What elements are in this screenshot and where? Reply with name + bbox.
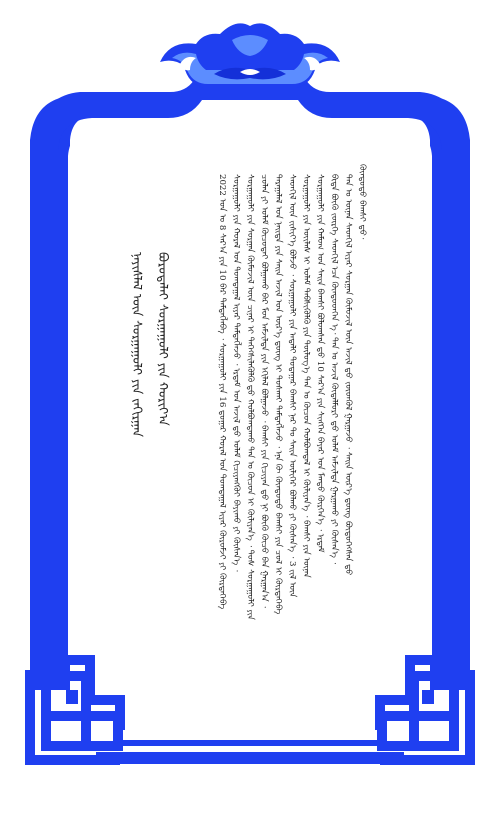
body-line-9: ᠰᠤᠷᠭᠠᠭᠤᠯᠢ ᠶᠢᠨ ᠬᠤᠷᠠᠯ ᠤᠨ ᠲᠣᠭᠲᠠᠭᠠᠯ ᠢᠶᠠᠷ ᠲᠡᠮᠳᠡᠭᠯᠡᠵᠦ ᠂ ᠡᠷᠳᠡᠮ ᠤᠨ ᠠᠵᠢᠯ ᠳ᠋ᠤ ᠤᠯᠠᠮ ᠬᠢᠴᠢᠶᠡᠩᠭᠦᠢ ᠪᠠᠶᠢᠬᠤ ᠶᠢ ᠬᠦᠰᠡᠨ᠎ᠡ ᠂: [231, 174, 241, 572]
body-line-4: ᠰᠤᠷᠭᠠᠭᠤᠯᠢ ᠶᠢᠨ ᠦᠢᠯᠡᠰ ᠢ ᠤᠯᠠᠮ ᠳᠡᠪᠰᠢᠭᠦᠯᠬᠦ ᠶᠢᠨ ᠲᠥᠯᠥᠭ᠎ᠡ ᠲᠠᠨ ᠤ ᠬᠦᠴᠦᠨ ᠬᠣᠯᠪᠣᠭᠳᠠᠯ ᠢ ᠬᠦᠯᠢᠶᠡᠨ᠎ᠡ ᠂ ᠪᠠᠭᠰᠢ ᠶᠢᠨ ᠦᠨᠡᠨ: [301, 174, 311, 578]
frame-bottom-inner: [120, 740, 380, 746]
body-line-7: ᠴᠣᠯᠠᠨ ᠶᠢ ᠤᠯᠠᠮ ᠬᠦᠴᠦᠲᠡᠢ ᠪᠣᠯᠭᠠᠬᠤ ᠪᠠᠷ ᠮᠣᠨ ᠠᠮᠵᠢᠯᠲᠠ ᠶᠢᠨ ᠡᠬᠢᠯᠡᠯ ᠪᠣᠯᠭᠠᠵᠤ ᠂ ᠪᠠᠭᠰᠢ ᠶᠢᠨ ᠬᠢᠴᠢᠶᠡᠨ ᠳ᠋ᠦ ᠨᠢ ᠪᠦᠬᠦ ᠬᠦᠴᠦ ᠪᠡᠨ ᠭᠠᠷᠭᠠᠨ᠎ᠠ ᠂: [259, 174, 269, 608]
frame-bottom-bar: [96, 752, 404, 764]
signature-line-2: ᠨᠡᠶᠢᠰᠯᠡᠯ ᠦᠨ ᠰᠤᠷᠭᠠᠭᠤᠯᠢ ᠶᠢᠨ ᠵᠠᠬᠢᠷᠭᠠᠨ: [130, 252, 145, 437]
knot-ornament-left: [30, 660, 120, 760]
body-line-5: ᠰᠡᠳᠬᠢᠯ ᠦᠨ ᠵᠢᠱᠢᠶ᠎ᠡ ᠪᠣᠯᠵᠤ ᠂ ᠰᠤᠷᠭᠠᠭᠤᠯᠢ ᠶᠢᠨ ᠠᠳᠠᠯᠢ ᠳᠤᠲᠠᠭᠠᠷ ᠪᠠᠭᠰᠢ ᠨᠠᠷ ᠲᠤ ᠰᠠᠢᠨ ᠦᠯᠢᠭᠡᠷ ᠪᠣᠯᠬᠤ ᠶᠢ ᠬᠦᠰᠡᠨ᠎ᠡ ᠂ 3 ᠵᠢᠯ ᠦᠨ: [287, 174, 297, 598]
crown-ornament: [160, 23, 340, 88]
body-line-2: ᠪᠢᠳᠡ ᠪᠦᠬᠦ ᠵᠦᠷᠬᠡ ᠰᠡᠳᠬᠢᠯ ᠡᠴᠡ ᠬᠦᠨᠳᠦᠳᠬᠡᠨ ᠡ᠂ ᠲᠠᠨ ᠤ ᠠᠵᠢᠯ ᠬᠥᠳᠡᠯᠮᠦᠷᠢ ᠳ᠋ᠦ ᠤᠯᠠᠮ ᠠᠮᠵᠢᠯᠲᠠ ᠭᠠᠷᠭᠠᠬᠤ ᠶᠢ ᠬᠦᠰᠡᠨ᠎ᠡ ᠂: [329, 174, 339, 565]
body-line-6: ᠳᠠᠷᠠᠭᠠᠯᠠᠯ ᠤᠨ ᠨᠡᠢᠲᠡ ᠶᠢᠨ ᠰᠠᠢᠨ ᠠᠵᠢᠯ ᠤᠨ ᠦᠷ᠎ᠡ ᠳ᠋ᠦᠩ ᠢ ᠲᠤᠰᠬᠠᠢ ᠲᠡᠮᠳᠡᠭᠯᠡᠵᠦ ᠂ ᠡᠨᠡ ᠬᠦ ᠬᠦᠨᠳᠦᠲᠦ ᠪᠠᠭᠰᠢ ᠶᠢᠨ ᠴᠣᠯ ᠢ ᠬᠦᠷᠲᠡᠭᠡᠪᠡ: [273, 174, 283, 615]
body-line-1: ᠲᠠᠨ ᠤ ᠦᠨᠡᠨ ᠰᠡᠳᠬᠢᠯ ᠢᠶᠡᠷ ᠰᠤᠷᠭᠠᠨ ᠬᠦᠮᠦᠵᠢᠯ ᠦᠨ ᠠᠵᠢᠯ ᠳ᠋ᠤ ᠵᠦᠳᠬᠦᠯ ᠭᠠᠷᠭᠠᠵᠤ ᠂ ᠰᠠᠢᠨ ᠦᠷ᠎ᠡ ᠳ᠋ᠦᠩ ᠪᠦᠲᠦᠭᠡᠭᠰᠡᠨ ᠳ᠋ᠤ: [343, 174, 353, 576]
signature-line-1: ᠪᠣᠷᠣᠳᠠᠯᠠᠢ ᠰᠤᠷᠭᠠᠭᠤᠯᠢ ᠶᠢᠨ ᠬᠣᠷᠢᠶ᠎ᠠ: [156, 252, 171, 426]
knot-ornament-right: [380, 660, 470, 760]
body-line-3: ᠰᠤᠷᠭᠠᠭᠤᠯᠢ ᠶᠢᠨ ᠬᠠᠮᠤᠭ ᠤᠨ ᠰᠠᠢᠨ ᠪᠠᠭᠰᠢ ᠪᠤᠯᠤᠭᠰᠠᠨ ᠳ᠋ᠤ 10 ᠰᠠᠷ᠎ᠠ ᠶᠢᠨ ᠰᠢᠩᠭᠡᠨ ᠪᠠᠶᠠᠷ ᠤᠨ ᠮᠡᠨᠳᠦ ᠬᠦᠷᠭᠡᠨ᠎ᠡ ᠂ ᠡᠷᠳᠡᠮ: [315, 174, 325, 553]
body-line-8: ᠰᠤᠷᠭᠠᠭᠤᠯᠢ ᠶᠢᠨ ᠰᠤᠷᠭᠠᠨ ᠬᠦᠮᠦᠵᠢᠯ ᠦᠨ ᠴᠢᠨᠠᠷ ᠢ ᠳᠡᠭᠡᠭᠰᠢᠯᠡᠭᠦᠯᠬᠦ ᠳ᠋ᠦ ᠬᠣᠯᠪᠣᠭᠳᠠᠬᠤ ᠲᠠᠨ ᠤ ᠬᠦᠴᠦᠨ ᠢ ᠬᠦᠯᠢᠶᠡᠨ᠎ᠡ ᠂ ᠲᠤᠰ ᠰᠤᠷᠭᠠᠭᠤᠯᠢ ᠶᠢᠨ: [245, 174, 255, 620]
salutation: ᠬᠦᠨᠳᠦᠲᠦ ᠪᠠᠭᠰᠢ ᠳ᠋ᠤ᠂: [357, 164, 367, 240]
body-line-10: 2022 ᠣᠨ ᠤ 8 ᠰᠠᠷ᠎ᠠ ᠶᠢᠨ 10 ᠪᠡᠷ ᠲᠡᠮᠳᠡᠭᠯᠡᠪᠡ ᠂ ᠰᠤᠷᠭᠠᠭᠤᠯᠢ ᠶᠢᠨ 16 ᠳ᠋ᠤᠭᠠᠷ ᠬᠤᠷᠠᠯ ᠤᠨ ᠲᠣᠭᠲᠠᠭᠠᠯ ᠢᠶᠠᠷ ᠭᠥᠷᠦᠮᠵᠢ ᠶᠢ ᠬᠦᠷᠲᠡᠭᠡᠪᠡ: [217, 174, 227, 610]
